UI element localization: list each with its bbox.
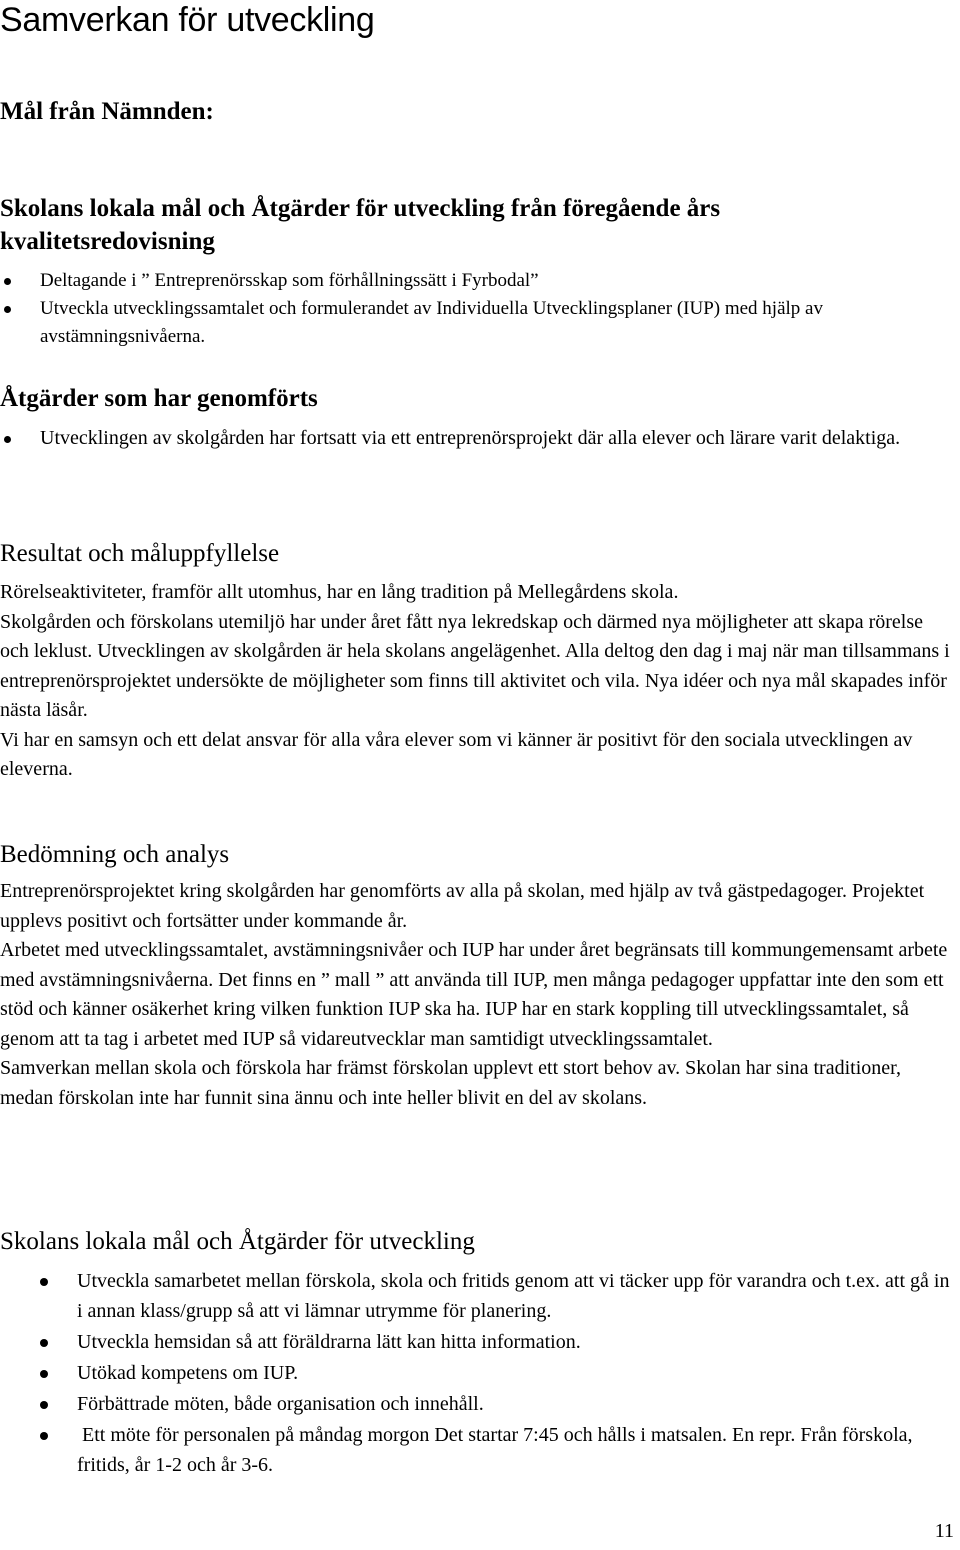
- list-item: [0, 295, 930, 351]
- list-item: [0, 424, 930, 453]
- results-text: [0, 578, 950, 785]
- bullet-icon: [40, 1278, 48, 1286]
- bullet-icon: [4, 306, 11, 313]
- list-item-text: Utveckla utvecklingssamtalet och formulerandet av Individuella Utvecklingsplaner (IUP) med hjälp av avstämningsnivåerna.: [40, 298, 823, 347]
- actions-done-list: [0, 424, 930, 453]
- previous-goals-list: [0, 267, 930, 351]
- assessment-heading: Bedömning och analys: [0, 841, 230, 868]
- list-item-text: Förbättrade möten, både organisation och innehåll.: [77, 1393, 484, 1415]
- bullet-icon: [40, 1432, 48, 1440]
- paragraph: Skolgården och förskolans utemiljö har under året fått nya lekredskap och därmed nya möjligheter att skapa rörelse och leklust. Utvecklingen av skolgården är hela skolans angelägenhet. Alla deltog den dag i maj när man tillsammans i entreprenörsprojektet undersökte de möjligheter som finns till aktivitet och vila. Nya idéer och nya mål skapades inför nästa läsår.: [0, 610, 950, 721]
- paragraph: Samverkan mellan skola och förskola har främst förskolan upplevt ett stort behov av. Skolan har sina traditioner, medan förskolan inte har funnit sina ännu och inte heller blivit en del av skolans.: [0, 1057, 901, 1109]
- paragraph: Arbetet med utvecklingssamtalet, avstämningsnivåer och IUP har under året begränsats till kommungemensamt arbete med avstämningsnivåerna. Det finns en ” mall ” att använda till IUP, men många pedagoger uppfattar inte den som ett stöd och känner osäkerhet kring vilken funktion IUP ska ha. IUP har en stark koppling till utvecklingssamtalet, så genom att ta tag i arbetet med IUP så vidareutvecklar man samtidigt utvecklingssamtalet.: [0, 939, 948, 1050]
- page-title: Samverkan för utveckling: [0, 1, 375, 39]
- bullet-icon: [40, 1401, 48, 1409]
- assessment-text: [0, 877, 950, 1113]
- bullet-icon: [40, 1339, 48, 1347]
- paragraph: Entreprenörsprojektet kring skolgården har genomförts av alla på skolan, med hjälp av två gästpedagoger. Projektet upplevs positivt och fortsätter under kommande år.: [0, 880, 925, 932]
- local-goals-heading: Skolans lokala mål och Åtgärder för utveckling: [0, 1228, 475, 1255]
- list-item-text: Ett möte för personalen på måndag morgon Det startar 7:45 och hålls i matsalen. En repr. Från förskola, fritids, år 1-2 och år 3-6.: [77, 1424, 918, 1476]
- goals-from-board-heading: Mål från Nämnden:: [0, 98, 214, 125]
- list-item-text: Utveckla samarbetet mellan förskola, skola och fritids genom att vi täcker upp för varandra och t.ex. att gå in i annan klass/grupp så att vi lämnar utrymme för planering.: [77, 1270, 950, 1322]
- list-item: [0, 267, 930, 295]
- page-number: 11: [934, 1520, 954, 1542]
- list-item-text: Utökad kompetens om IUP.: [77, 1362, 299, 1384]
- bullet-icon: [40, 1370, 48, 1378]
- list-item: [0, 1327, 958, 1357]
- list-item: [0, 1266, 958, 1326]
- bullet-icon: [4, 278, 11, 285]
- list-item-text: Utvecklingen av skolgården har fortsatt via ett entreprenörsprojekt där alla elever och lärare varit delaktiga.: [40, 427, 901, 449]
- local-goals-list: [0, 1266, 958, 1481]
- list-item-text: Utveckla hemsidan så att föräldrarna lätt kan hitta information.: [77, 1331, 581, 1353]
- list-item-text: Deltagande i ” Entreprenörsskap som förhållningssätt i Fyrbodal”: [40, 270, 539, 291]
- list-item: [0, 1389, 958, 1419]
- actions-done-heading: Åtgärder som har genomförts: [0, 385, 318, 412]
- paragraph: Rörelseaktiviteter, framför allt utomhus, har en lång tradition på Mellegårdens skola.: [0, 581, 679, 603]
- bullet-icon: [4, 436, 11, 443]
- list-item: [0, 1358, 958, 1388]
- list-item: [0, 1420, 958, 1480]
- paragraph: Vi har en samsyn och ett delat ansvar för alla våra elever som vi känner är positivt för den sociala utvecklingen av eleverna.: [0, 728, 913, 780]
- local-goals-previous-heading: Skolans lokala mål och Åtgärder för utveckling från föregående års kvalitetsredovisning: [0, 195, 721, 255]
- results-heading: Resultat och måluppfyllelse: [0, 540, 280, 567]
